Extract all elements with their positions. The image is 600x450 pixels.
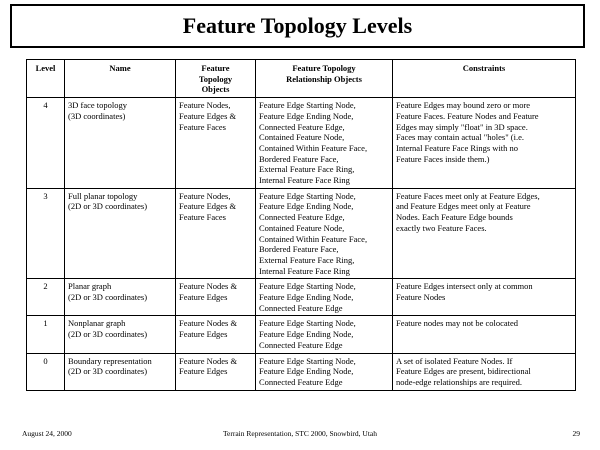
cell-line: Bordered Feature Face, bbox=[259, 244, 339, 255]
cell-line: Feature Edge Starting Node, bbox=[259, 318, 356, 329]
constraints-cell bbox=[393, 316, 576, 353]
cell-line: Feature Edges bbox=[179, 292, 228, 303]
cell-line: Contained Feature Node, bbox=[259, 222, 345, 233]
cell-line: (2D or 3D coordinates) bbox=[68, 329, 148, 340]
cell-line: Nodes. Each Feature Edge bounds bbox=[396, 212, 513, 223]
table-row bbox=[27, 98, 576, 189]
relationships-cell bbox=[256, 188, 393, 279]
cell-line: Feature Edges intersect only at common bbox=[396, 281, 533, 292]
cell-line: Feature Edges bbox=[179, 366, 228, 377]
cell-line: Feature Faces inside them.) bbox=[396, 153, 490, 164]
cell-line: Feature Edges may bound zero or more bbox=[396, 100, 531, 111]
table-header-row bbox=[27, 60, 576, 98]
relationships-cell bbox=[256, 353, 393, 390]
cell-line: Feature Edges & bbox=[179, 110, 237, 121]
cell-line: Internal Feature Face Ring bbox=[259, 265, 350, 276]
cell-line: Level bbox=[35, 63, 56, 73]
relationships-cell bbox=[256, 98, 393, 189]
title-box bbox=[10, 4, 585, 48]
cell-line: Connected Feature Edge, bbox=[259, 121, 345, 132]
cell-line: Contained Within Feature Face, bbox=[259, 233, 368, 244]
cell-line: (2D or 3D coordinates) bbox=[68, 201, 148, 212]
relationships-cell bbox=[256, 316, 393, 353]
objects-cell bbox=[176, 188, 256, 279]
cell-line: Feature Edge Ending Node, bbox=[259, 292, 354, 303]
level-cell: 4 bbox=[27, 98, 65, 189]
cell-line: Feature Nodes bbox=[396, 292, 446, 303]
cell-line: Feature nodes may not be colocated bbox=[396, 318, 519, 329]
cell-line: Constraints bbox=[462, 63, 506, 73]
cell-line: Full planar topology bbox=[68, 190, 138, 201]
objects-cell bbox=[176, 353, 256, 390]
cell-line: External Feature Face Ring, bbox=[259, 254, 355, 265]
cell-line: Feature Edge Ending Node, bbox=[259, 329, 354, 340]
cell-line: (2D or 3D coordinates) bbox=[68, 366, 148, 377]
cell-line: Feature Nodes, bbox=[179, 190, 231, 201]
objects-cell bbox=[176, 98, 256, 189]
cell-line: Boundary representation bbox=[68, 355, 152, 366]
name-cell bbox=[65, 279, 176, 316]
cell-line: Feature Edges & bbox=[179, 201, 237, 212]
constraints-cell bbox=[393, 279, 576, 316]
level-cell: 3 bbox=[27, 188, 65, 279]
cell-line: Feature Edge Ending Node, bbox=[259, 201, 354, 212]
cell-line: Connected Feature Edge, bbox=[259, 212, 345, 223]
name-cell bbox=[65, 98, 176, 189]
table-row bbox=[27, 188, 576, 279]
cell-line: Connected Feature Edge bbox=[259, 339, 343, 350]
cell-line: Feature Nodes & bbox=[179, 318, 238, 329]
name-cell bbox=[65, 188, 176, 279]
cell-line: exactly two Feature Faces. bbox=[396, 222, 487, 233]
cell-line: and Feature Edges meet only at Feature bbox=[396, 201, 531, 212]
cell-line: External Feature Face Ring, bbox=[259, 164, 355, 175]
table-row bbox=[27, 316, 576, 353]
cell-line: Feature Nodes & bbox=[179, 281, 238, 292]
level-cell: 2 bbox=[27, 279, 65, 316]
cell-line: Feature Topology bbox=[292, 63, 356, 73]
slide-title: Feature Topology Levels bbox=[182, 13, 413, 38]
cell-line: Contained Feature Node, bbox=[259, 132, 345, 143]
cell-line: A set of isolated Feature Nodes. If bbox=[396, 355, 513, 366]
cell-line: Edges may simply "float" in 3D space. bbox=[396, 121, 528, 132]
objects-cell bbox=[176, 316, 256, 353]
cell-line: Feature Edge Ending Node, bbox=[259, 110, 354, 121]
header-level bbox=[27, 60, 65, 98]
constraints-cell bbox=[393, 353, 576, 390]
cell-line: Feature Edge Starting Node, bbox=[259, 190, 356, 201]
cell-line: Feature bbox=[201, 63, 230, 73]
table-row bbox=[27, 353, 576, 390]
header-relationships bbox=[256, 60, 393, 98]
cell-line: Objects bbox=[201, 84, 230, 95]
cell-line: Topology bbox=[198, 73, 233, 84]
cell-line: Feature Faces bbox=[179, 212, 226, 223]
cell-line: Faces may contain actual "holes" (i.e. bbox=[396, 132, 525, 143]
footer-page-number: 29 bbox=[572, 429, 580, 438]
footer-event: Terrain Representation, STC 2000, Snowbird, Utah bbox=[222, 429, 378, 438]
relationships-cell bbox=[256, 279, 393, 316]
cell-line: Feature Edge Starting Node, bbox=[259, 355, 356, 366]
header-name bbox=[65, 60, 176, 98]
cell-line: Contained Within Feature Face, bbox=[259, 142, 368, 153]
cell-line: Feature Faces. Feature Nodes and Feature bbox=[396, 110, 539, 121]
cell-line: node-edge relationships are required. bbox=[396, 376, 523, 387]
cell-line: Feature Edge Starting Node, bbox=[259, 100, 356, 111]
topology-levels-table bbox=[26, 59, 576, 391]
cell-line: Internal Feature Face Ring bbox=[259, 175, 350, 186]
cell-line: Feature Nodes, bbox=[179, 100, 231, 111]
cell-line: Feature Faces bbox=[179, 121, 226, 132]
cell-line: Feature Edges are present, bidirectional bbox=[396, 366, 531, 377]
constraints-cell bbox=[393, 188, 576, 279]
cell-line: (2D or 3D coordinates) bbox=[68, 292, 148, 303]
objects-cell bbox=[176, 279, 256, 316]
cell-line: Connected Feature Edge bbox=[259, 376, 343, 387]
cell-line: 3D face topology bbox=[68, 100, 128, 111]
cell-line: Planar graph bbox=[68, 281, 112, 292]
cell-line: Relationship Objects bbox=[286, 73, 362, 84]
header-objects bbox=[176, 60, 256, 98]
cell-line: Name bbox=[109, 63, 131, 73]
cell-line: Feature Edges bbox=[179, 329, 228, 340]
table-row bbox=[27, 279, 576, 316]
cell-line: Connected Feature Edge bbox=[259, 302, 343, 313]
footer-date: August 24, 2000 bbox=[22, 429, 72, 438]
cell-line: (3D coordinates) bbox=[68, 110, 126, 121]
constraints-cell bbox=[393, 98, 576, 189]
level-cell: 1 bbox=[27, 316, 65, 353]
cell-line: Feature Nodes & bbox=[179, 355, 238, 366]
cell-line: Nonplanar graph bbox=[68, 318, 126, 329]
header-constraints bbox=[393, 60, 576, 98]
level-cell: 0 bbox=[27, 353, 65, 390]
cell-line: Feature Edge Starting Node, bbox=[259, 281, 356, 292]
cell-line: Internal Feature Face Rings with no bbox=[396, 142, 519, 153]
cell-line: Feature Edge Ending Node, bbox=[259, 366, 354, 377]
cell-line: Feature Faces meet only at Feature Edges, bbox=[396, 190, 540, 201]
cell-line: Bordered Feature Face, bbox=[259, 153, 339, 164]
name-cell bbox=[65, 353, 176, 390]
name-cell bbox=[65, 316, 176, 353]
